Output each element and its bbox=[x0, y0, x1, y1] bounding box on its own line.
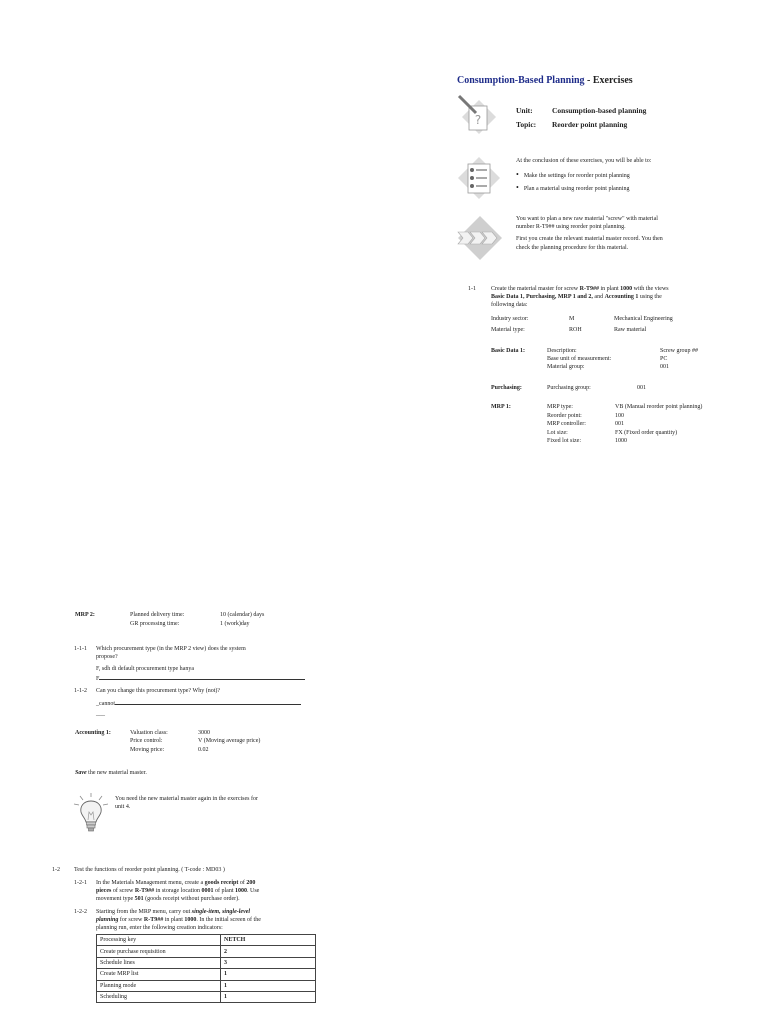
question-text: propose? bbox=[96, 654, 118, 660]
field-row: MRP type: VB (Manual reorder point planning) bbox=[547, 404, 703, 410]
unit-line: Unit: Consumption-based planning bbox=[516, 106, 647, 115]
step-number: 1-2-2 bbox=[74, 909, 87, 915]
question-number: 1-1-2 bbox=[74, 688, 87, 694]
answer-line: _cannot bbox=[96, 701, 301, 709]
answer-text: ___ bbox=[96, 711, 105, 717]
step-text: pieces of screw R-T9## in storage location 0001 of plant 1000. Use bbox=[96, 888, 260, 894]
answer-text: F, sdh di default procurement type hanya bbox=[96, 666, 194, 672]
field-row: MRP controller: 001 bbox=[547, 421, 624, 427]
objectives-list-icon bbox=[456, 155, 502, 201]
exercise-text: Create the material master for screw R-T9## in plant 1000 with the views bbox=[491, 286, 669, 292]
step-number: 1-2-1 bbox=[74, 880, 87, 886]
objective-item: • Plan a material using reorder point planning bbox=[516, 183, 630, 192]
field-row: Valuation class: 3000 bbox=[130, 730, 210, 736]
scenario-text: You want to plan a new raw material "screw" with material bbox=[516, 216, 658, 222]
section-label: Basic Data 1: bbox=[491, 348, 525, 354]
industry-row: Industry sector: M Mechanical Engineering bbox=[491, 316, 673, 322]
field-row: Purchasing group: 001 bbox=[547, 385, 646, 391]
scenario-arrow-icon bbox=[456, 214, 504, 262]
answer-line: F bbox=[96, 676, 305, 684]
step-text: movement type 501 (goods receipt without purchase order). bbox=[96, 896, 240, 902]
table-row: Create MRP list 1 bbox=[97, 969, 316, 980]
field-row: GR processing time: 1 (work)day bbox=[130, 621, 250, 627]
save-instruction: Save the new material master. bbox=[75, 770, 147, 776]
table-row: Create purchase requisition 2 bbox=[97, 946, 316, 957]
step-text: planning run, enter the following creation indicators: bbox=[96, 925, 223, 931]
section-label: Accounting 1: bbox=[75, 730, 111, 736]
scenario-text: number R-T9## using reorder point planning. bbox=[516, 224, 626, 230]
scenario-text: First you create the relevant material master record. You then bbox=[516, 236, 663, 242]
table-row: Processing key NETCH bbox=[97, 935, 316, 946]
scenario-text: check the planning procedure for this material. bbox=[516, 245, 629, 251]
field-row: Material group: 001 bbox=[547, 364, 669, 370]
field-row: Base unit of measurement: PC bbox=[547, 356, 668, 362]
exercise-number: 1-2 bbox=[52, 867, 60, 873]
creation-indicators-table bbox=[96, 934, 316, 1003]
exercise-text: Basic Data 1, Purchasing, MRP 1 and 2, and Accounting 1 using the bbox=[491, 294, 662, 300]
section-label: Purchasing: bbox=[491, 385, 522, 391]
field-row: Price control: V (Moving average price) bbox=[130, 738, 261, 744]
field-row: Moving price: 0.02 bbox=[130, 747, 209, 753]
field-row: Lot size: FX (Fixed order quantity) bbox=[547, 430, 678, 436]
step-text: Starting from the MRP menu, carry out single-item, single-level bbox=[96, 909, 251, 915]
exercise-number: 1-1 bbox=[468, 286, 476, 292]
question-text: Can you change this procurement type? Why (not)? bbox=[96, 688, 221, 694]
topic-line: Topic: Reorder point planning bbox=[516, 120, 628, 129]
table-row: Planning mode 1 bbox=[97, 980, 316, 991]
exercise-text: following data: bbox=[491, 302, 528, 308]
exercise-question-icon bbox=[456, 94, 502, 142]
section-label: MRP 2: bbox=[75, 612, 95, 618]
field-row: Fixed lot size: 1000 bbox=[547, 438, 627, 444]
question-text: Which procurement type (in the MRP 2 view) does the system bbox=[96, 646, 246, 652]
objectives-intro: At the conclusion of these exercises, you will be able to: bbox=[516, 158, 652, 164]
tip-text: You need the new material master again in the exercises for bbox=[115, 796, 259, 802]
svg-text:?: ? bbox=[474, 113, 482, 127]
step-text: In the Materials Management menu, create a goods receipt of 200 bbox=[96, 880, 256, 886]
table-row: Schedule lines 3 bbox=[97, 957, 316, 968]
lightbulb-hint-icon bbox=[72, 792, 110, 836]
question-number: 1-1-1 bbox=[74, 646, 87, 652]
field-row: Reorder point: 100 bbox=[547, 413, 624, 419]
exercise-text: Test the functions of reorder point planning. ( T-code : MD03 ) bbox=[74, 867, 225, 873]
table-row: Scheduling 1 bbox=[97, 991, 316, 1002]
material-type-row: Material type: ROH Raw material bbox=[491, 327, 647, 333]
section-label: MRP 1: bbox=[491, 404, 511, 410]
objective-item: • Make the settings for reorder point planning bbox=[516, 170, 630, 179]
page-title: Consumption-Based Planning - Exercises bbox=[457, 75, 633, 86]
field-row: Description: Screw group ## bbox=[547, 348, 698, 354]
tip-text: unit 4. bbox=[115, 804, 131, 810]
step-text: planning for screw R-T9## in plant 1000. In the initial screen of the bbox=[96, 917, 261, 923]
field-row: Planned delivery time: 10 (calendar) days bbox=[130, 612, 265, 618]
